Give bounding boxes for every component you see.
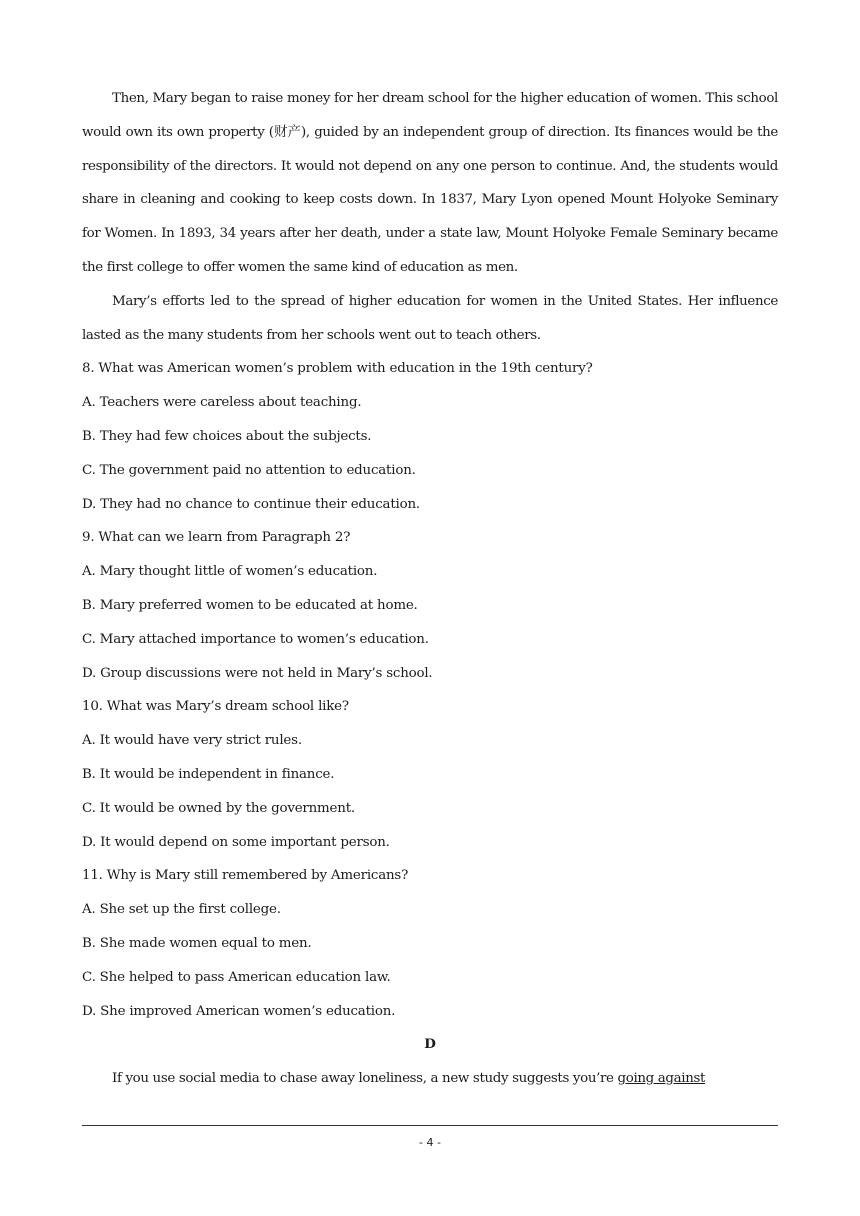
document-page: [82, 82, 778, 1096]
question-9: [82, 521, 778, 690]
option-d: D. It would depend on some important person.: [82, 834, 390, 850]
option-b: B. She made women equal to men.: [82, 935, 312, 951]
option-d: D. She improved American women’s education.: [82, 1003, 396, 1019]
option-d: D. They had no chance to continue their education.: [82, 496, 420, 512]
option-b: B. It would be independent in finance.: [82, 766, 335, 782]
section-d-text: If you use social media to chase away loneliness, a new study suggests you’re: [112, 1071, 618, 1087]
question-stem: 10. What was Mary’s dream school like?: [82, 699, 349, 715]
question-8: [82, 352, 778, 521]
question-stem: 8. What was American women’s problem with education in the 19th century?: [82, 361, 593, 377]
option-b: B. Mary preferred women to be educated at home.: [82, 597, 418, 613]
option-c: C. It would be owned by the government.: [82, 800, 355, 816]
paragraph-efforts: Mary’s efforts led to the spread of higher education for women in the United States. Her influence lasted as the many students from her schools went out to teach others.: [82, 293, 778, 343]
question-10: [82, 690, 778, 859]
section-heading-d: D: [424, 1036, 436, 1053]
option-c: C. Mary attached importance to women’s education.: [82, 631, 429, 647]
option-a: A. Mary thought little of women’s education.: [82, 564, 378, 580]
option-b: B. They had few choices about the subjects.: [82, 428, 372, 444]
footer-rule: [82, 1125, 778, 1126]
paragraph-dream-school: Then, Mary began to raise money for her dream school for the higher education of women. This school would own its own property (财产), guided by an independent group of direction. Its finances would be the responsibility of the directors. It would not depend on any one person to continue. And, the students would share in cleaning and cooking to keep costs down. In 1837, Mary Lyon opened Mount Holyoke Seminary for Women. In 1893, 34 years after her death, under a state law, Mount Holyoke Female Seminary became the first college to offer women the same kind of education as men.: [82, 91, 778, 275]
section-d-first-line: [82, 1062, 778, 1096]
option-a: A. It would have very strict rules.: [82, 733, 302, 749]
question-stem: 9. What can we learn from Paragraph 2?: [82, 530, 351, 546]
question-11: [82, 859, 778, 1028]
underlined-phrase: going against: [617, 1071, 706, 1087]
question-stem: 11. Why is Mary still remembered by Americans?: [82, 868, 409, 884]
option-a: A. Teachers were careless about teaching.: [82, 395, 362, 411]
option-a: A. She set up the first college.: [82, 902, 281, 918]
page-number: - 4 -: [419, 1136, 441, 1149]
option-d: D. Group discussions were not held in Mary’s school.: [82, 665, 433, 681]
option-c: C. She helped to pass American education law.: [82, 969, 391, 985]
option-c: C. The government paid no attention to education.: [82, 462, 416, 478]
